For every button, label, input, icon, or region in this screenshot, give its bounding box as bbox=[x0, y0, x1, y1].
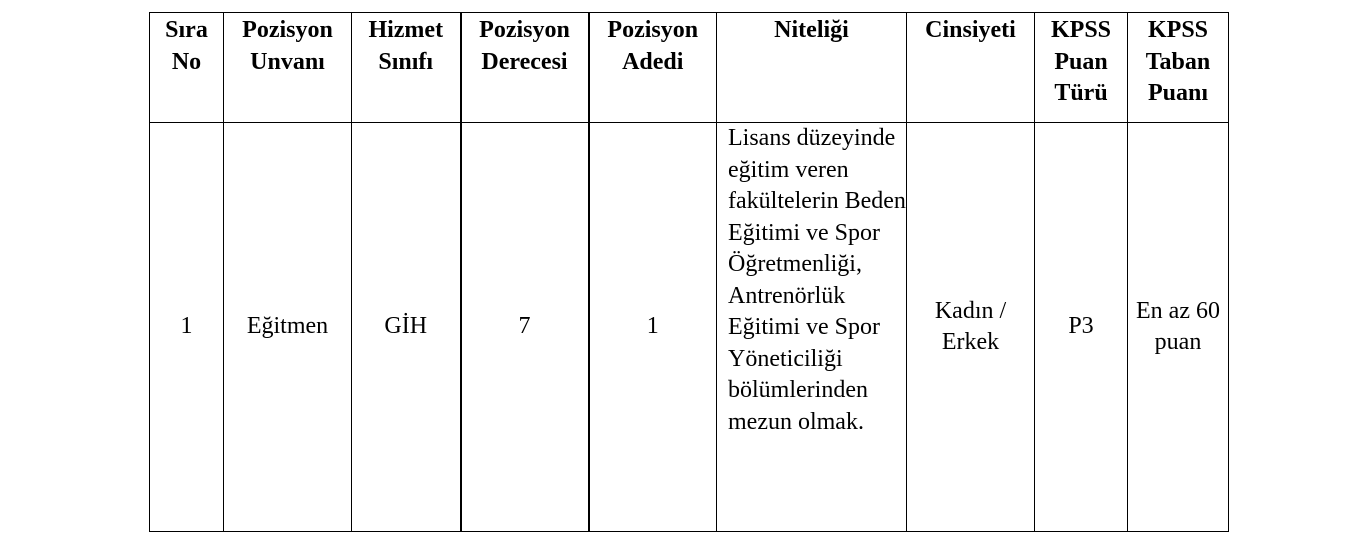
header-hizmet-sinifi: Hizmet Sınıfı bbox=[352, 13, 461, 123]
header-pozisyon-unvani: Pozisyon Unvanı bbox=[224, 13, 352, 123]
cell-kpss-puan-turu: P3 bbox=[1035, 123, 1128, 532]
header-pozisyon-derecesi: Pozisyon Derecesi bbox=[461, 13, 589, 123]
cell-sira-no: 1 bbox=[150, 123, 224, 532]
header-sira-no: Sıra No bbox=[150, 13, 224, 123]
cell-pozisyon-unvani: Eğitmen bbox=[224, 123, 352, 532]
header-kpss-puan-turu: KPSS Puan Türü bbox=[1035, 13, 1128, 123]
cell-niteligi: Lisans düzeyinde eğitim veren fakültelerin Beden Eğitimi ve Spor Öğretmenliği, Antrenörlük Eğitimi ve Spor Yöneticiliği bölümlerinden mezun olmak. bbox=[717, 123, 907, 532]
position-table bbox=[149, 12, 1229, 532]
header-niteligi: Niteliği bbox=[717, 13, 907, 123]
cell-pozisyon-adedi: 1 bbox=[589, 123, 717, 532]
cell-hizmet-sinifi: GİH bbox=[352, 123, 461, 532]
cell-cinsiyeti: Kadın / Erkek bbox=[907, 123, 1035, 532]
header-kpss-taban-puani: KPSS Taban Puanı bbox=[1128, 13, 1229, 123]
table-header-row bbox=[150, 13, 1229, 123]
header-pozisyon-adedi: Pozisyon Adedi bbox=[589, 13, 717, 123]
table-row bbox=[150, 123, 1229, 532]
header-cinsiyeti: Cinsiyeti bbox=[907, 13, 1035, 123]
cell-kpss-taban-puani: En az 60 puan bbox=[1128, 123, 1229, 532]
cell-pozisyon-derecesi: 7 bbox=[461, 123, 589, 532]
